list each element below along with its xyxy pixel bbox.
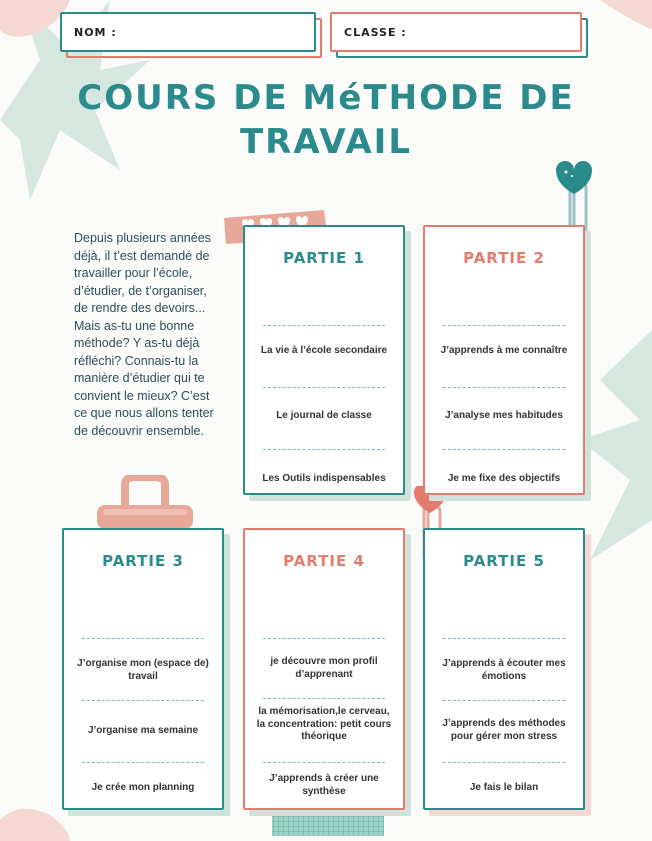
part-card-3 xyxy=(62,528,224,810)
dashed-divider xyxy=(263,387,385,388)
part-item: J’apprends à écouter mes émotions xyxy=(442,658,566,682)
dashed-divider xyxy=(263,449,385,450)
part-item: J’apprends à me connaître xyxy=(440,345,568,356)
dashed-divider xyxy=(82,700,204,701)
dashed-divider xyxy=(443,449,565,450)
part-item: J’organise mon (espace de) travail xyxy=(77,658,209,682)
part-title: PARTIE 2 xyxy=(463,249,545,267)
dashed-divider xyxy=(82,638,204,639)
part-item: Je me fixe des objectifs xyxy=(447,473,561,484)
dashed-divider xyxy=(443,762,565,763)
card-body xyxy=(423,225,585,495)
part-title: PARTIE 5 xyxy=(463,552,545,570)
dashed-divider xyxy=(263,698,385,699)
intro-text: Depuis plusieurs années déjà, il t’est demandé de travailler pour l’école, d’étudier, de t’organiser, de rendre des devoirs... Mais as-tu une bonne méthode? Y as-tu déjà réfléchi? Connais-tu la manière d’étudier qui te convient le mieux? C’est ce que nous allons tenter de découvrir ensemble. xyxy=(74,231,214,438)
part-card-1 xyxy=(243,225,405,495)
part-item: je découvre mon profil d’apprenant xyxy=(270,656,378,680)
part-item: J’analyse mes habitudes xyxy=(445,410,563,421)
dashed-divider xyxy=(443,638,565,639)
part-item: J’apprends à créer une synthèse xyxy=(269,773,379,797)
part-title: PARTIE 3 xyxy=(102,552,184,570)
part-card-2 xyxy=(423,225,585,495)
dashed-divider xyxy=(263,638,385,639)
card-body xyxy=(62,528,224,810)
part-title: PARTIE 1 xyxy=(283,249,365,267)
part-item: Les Outils indispensables xyxy=(262,473,386,484)
part-card-4 xyxy=(243,528,405,810)
card-body xyxy=(243,225,405,495)
name-field[interactable] xyxy=(60,12,316,52)
dashed-divider xyxy=(263,762,385,763)
class-field[interactable] xyxy=(330,12,582,52)
part-item: La vie à l’école secondaire xyxy=(260,345,388,356)
page-title-line2: TRAVAIL xyxy=(239,122,412,162)
card-body xyxy=(243,528,405,810)
part-item: J’organise ma semaine xyxy=(87,725,199,736)
part-item: la mémorisation,le cerveau, la concentration: petit cours théorique xyxy=(256,706,392,742)
card-body xyxy=(423,528,585,810)
part-item: Je fais le bilan xyxy=(469,782,539,793)
part-title: PARTIE 4 xyxy=(283,552,365,570)
class-label: CLASSE : xyxy=(344,25,407,39)
dashed-divider xyxy=(443,700,565,701)
name-label: NOM : xyxy=(74,25,117,39)
binder-clip-icon xyxy=(95,475,195,535)
part-item: Le journal de classe xyxy=(276,410,372,421)
dashed-divider xyxy=(443,325,565,326)
dashed-divider xyxy=(443,387,565,388)
part-item: Je crée mon planning xyxy=(91,782,195,793)
dashed-divider xyxy=(82,762,204,763)
part-item: J’apprends des méthodes pour gérer mon stress xyxy=(442,718,566,742)
page-title-line1: COURS DE MéTHODE DE xyxy=(77,78,575,118)
part-card-5 xyxy=(423,528,585,810)
dashed-divider xyxy=(263,325,385,326)
